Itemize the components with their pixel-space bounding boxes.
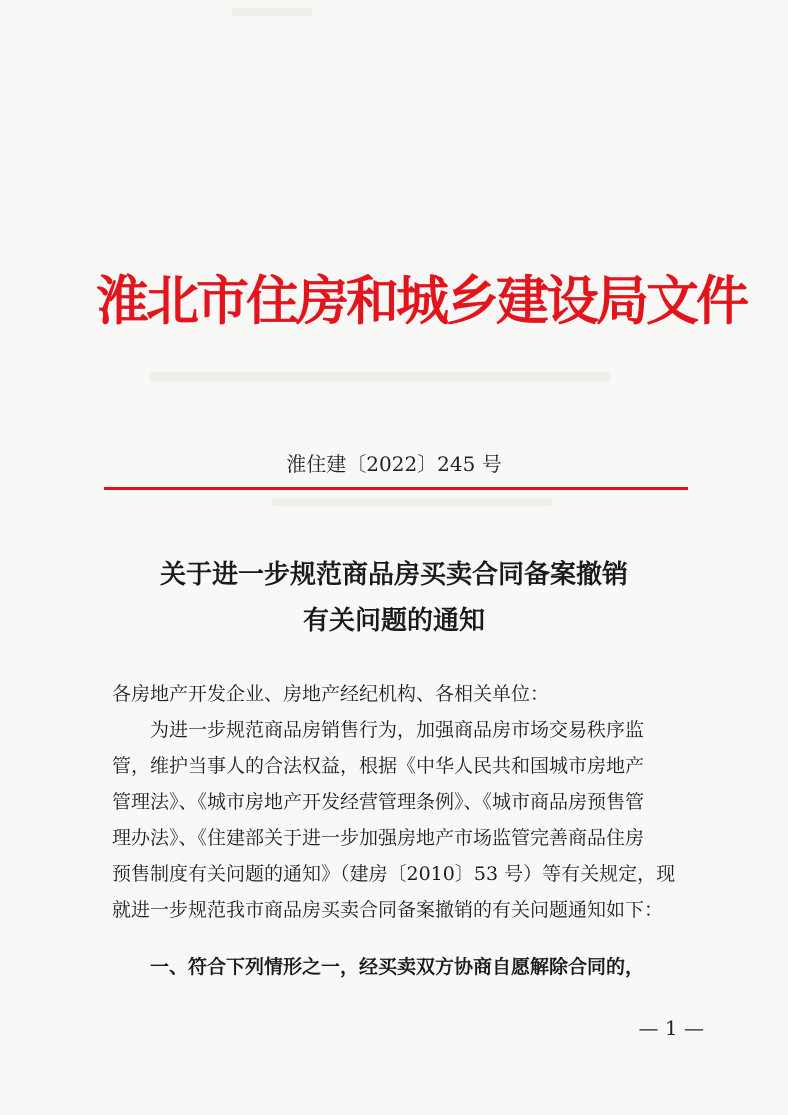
title-line-2: 有关问题的通知: [302, 606, 485, 636]
title-line-1: 关于进一步规范商品房买卖合同备案撤销: [159, 560, 628, 590]
body-line: 理办法》、《住建部关于进一步加强房地产市场监管完善商品住房: [112, 827, 645, 849]
document-number: 淮住建〔2022〕245 号: [286, 452, 502, 476]
body-line: 管理法》、《城市房地产开发经营管理条例》、《城市商品房预售管: [112, 791, 645, 813]
scan-artifact: [150, 372, 610, 382]
scan-artifact: [272, 498, 552, 506]
notice-title: [0, 552, 788, 644]
scan-artifact: [232, 8, 312, 16]
body-line: 管，维护当事人的合法权益，根据《中华人民共和国城市房地产: [112, 755, 645, 777]
red-divider-line: [104, 487, 688, 490]
masthead-title: 淮北市住房和城乡建设局文件: [96, 271, 746, 332]
page-number: — 1 —: [638, 1016, 704, 1040]
body-line: 为进一步规范商品房销售行为，加强商品房市场交易秩序监: [150, 719, 645, 741]
section-heading-1: 一、符合下列情形之一，经买卖双方协商自愿解除合同的，: [150, 956, 645, 978]
addressee: 各房地产开发企业、房地产经纪机构、各相关单位：: [112, 683, 550, 705]
body-line: 就进一步规范我市商品房买卖合同备案撤销的有关问题通知如下：: [112, 899, 664, 921]
body-line: 预售制度有关问题的通知》（建房〔2010〕53 号）等有关规定，现: [112, 863, 676, 885]
body-text: [112, 676, 696, 928]
